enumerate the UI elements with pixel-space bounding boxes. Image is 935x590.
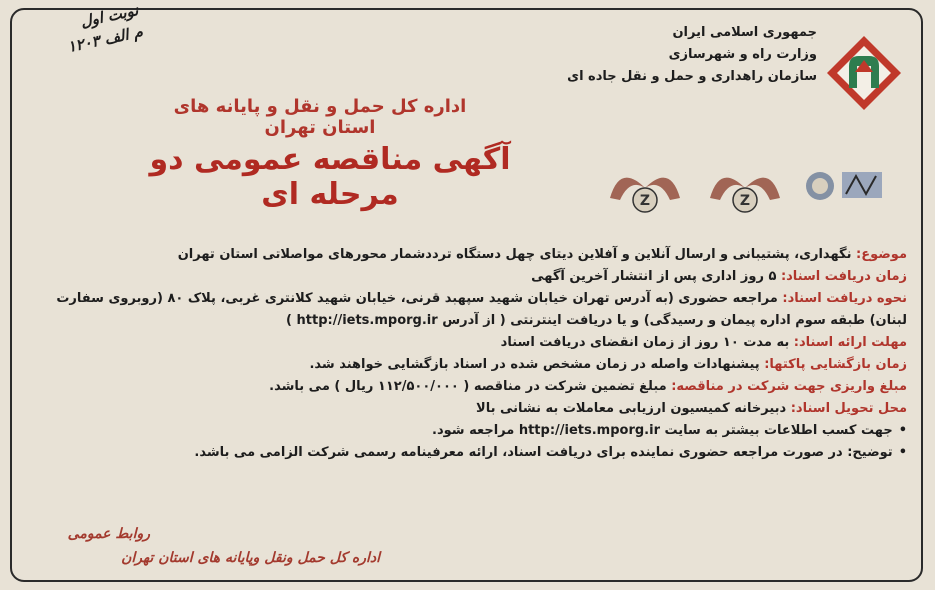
detail-label: موضوع: (856, 247, 907, 262)
bullet-note: • توضیح: در صورت مراجعه حضوری نماینده برای دریافت اسناد، ارائه معرفینامه رسمی شرکت الزامی می باشد. (27, 442, 907, 464)
detail-row-deadline (27, 332, 907, 354)
header-line-1: جمهوری اسلامی ایران (672, 25, 817, 40)
detail-text: نگهداری، پشتیبانی و ارسال آنلاین و آفلاین دیتای چهل دستگاه ترددشمار محورهای مواصلاتی استان تهران (177, 247, 852, 262)
bullet-website: • جهت کسب اطلاعات بیشتر به سایت http://iets.mporg.ir مراجعه شود. (27, 420, 907, 442)
detail-row-receive-time (27, 266, 907, 288)
detail-label: نحوه دریافت اسناد: (782, 291, 907, 306)
header-line-3: سازمان راهداری و حمل و نقل جاده ای (567, 69, 817, 84)
publication-code: م الف ۱۲۰۳ (66, 22, 145, 57)
detail-text: به مدت ۱۰ روز از زمان انقضای دریافت اسناد (500, 335, 790, 350)
detail-label: زمان دریافت اسناد: (780, 269, 907, 284)
detail-label: محل تحویل اسناد: (790, 401, 907, 416)
detail-text: مبلغ تضمین شرکت در مناقصه ( ۱۱۲/۵۰۰/۰۰۰ ریال ) می باشد. (269, 379, 667, 394)
header-block (517, 22, 817, 88)
winged-emblem-icon (610, 178, 680, 212)
round-seal-icon (806, 172, 834, 200)
detail-text: ۵ روز اداری پس از انتشار آخرین آگهی (531, 269, 777, 284)
detail-text: لبنان) طبقه سوم اداره پیمان و رسیدگی) و یا دریافت اینترنتی ( از آدرس http://iets.mporg.ir ) (286, 313, 907, 328)
emblems-row (590, 158, 910, 228)
detail-row-delivery (27, 398, 907, 420)
signature-line-1: روابط عمومی (67, 526, 150, 542)
winged-emblem-icon (710, 178, 780, 212)
organization-mark-icon (842, 172, 882, 198)
page-title: آگهی مناقصه عمومی دو مرحله ای (149, 142, 511, 212)
svg-text:Z: Z (739, 193, 751, 209)
svg-text:Z: Z (639, 193, 651, 209)
header-line-2: وزارت راه و شهرسازی (668, 47, 817, 62)
tender-details (27, 244, 907, 464)
detail-text: پیشنهادات واصله در زمان مشخص شده در اسناد بازگشایی خواهند شد. (309, 357, 760, 372)
detail-text: مراجعه حضوری (به آدرس تهران خیابان شهید سپهبد قرنی، خیابان شهید کلانتری غربی، پلاک ۸۰ (روبروی سفارت (56, 291, 778, 306)
detail-label: زمان بازگشایی پاکتها: (764, 357, 907, 372)
detail-row-receive-method (27, 288, 907, 310)
detail-row-opening (27, 354, 907, 376)
signature-line-2: اداره کل حمل ونقل وپایانه های استان تهران (121, 550, 380, 566)
public-relations-signature (40, 522, 380, 570)
detail-row-receive-method-cont (27, 310, 907, 332)
detail-text: دبیرخانه کمیسیون ارزیابی معاملات به نشانی بالا (476, 401, 787, 416)
organization-title: اداره کل حمل و نقل و پایانه های استان تهران (173, 96, 467, 138)
ministry-logo-icon (825, 34, 903, 112)
detail-row-deposit (27, 376, 907, 398)
detail-label: مهلت ارائه اسناد: (793, 335, 907, 350)
publication-round: نوبت اول (78, 1, 140, 31)
detail-label: مبلغ واریزی جهت شرکت در مناقصه: (671, 379, 907, 394)
detail-row-subject (27, 244, 907, 266)
